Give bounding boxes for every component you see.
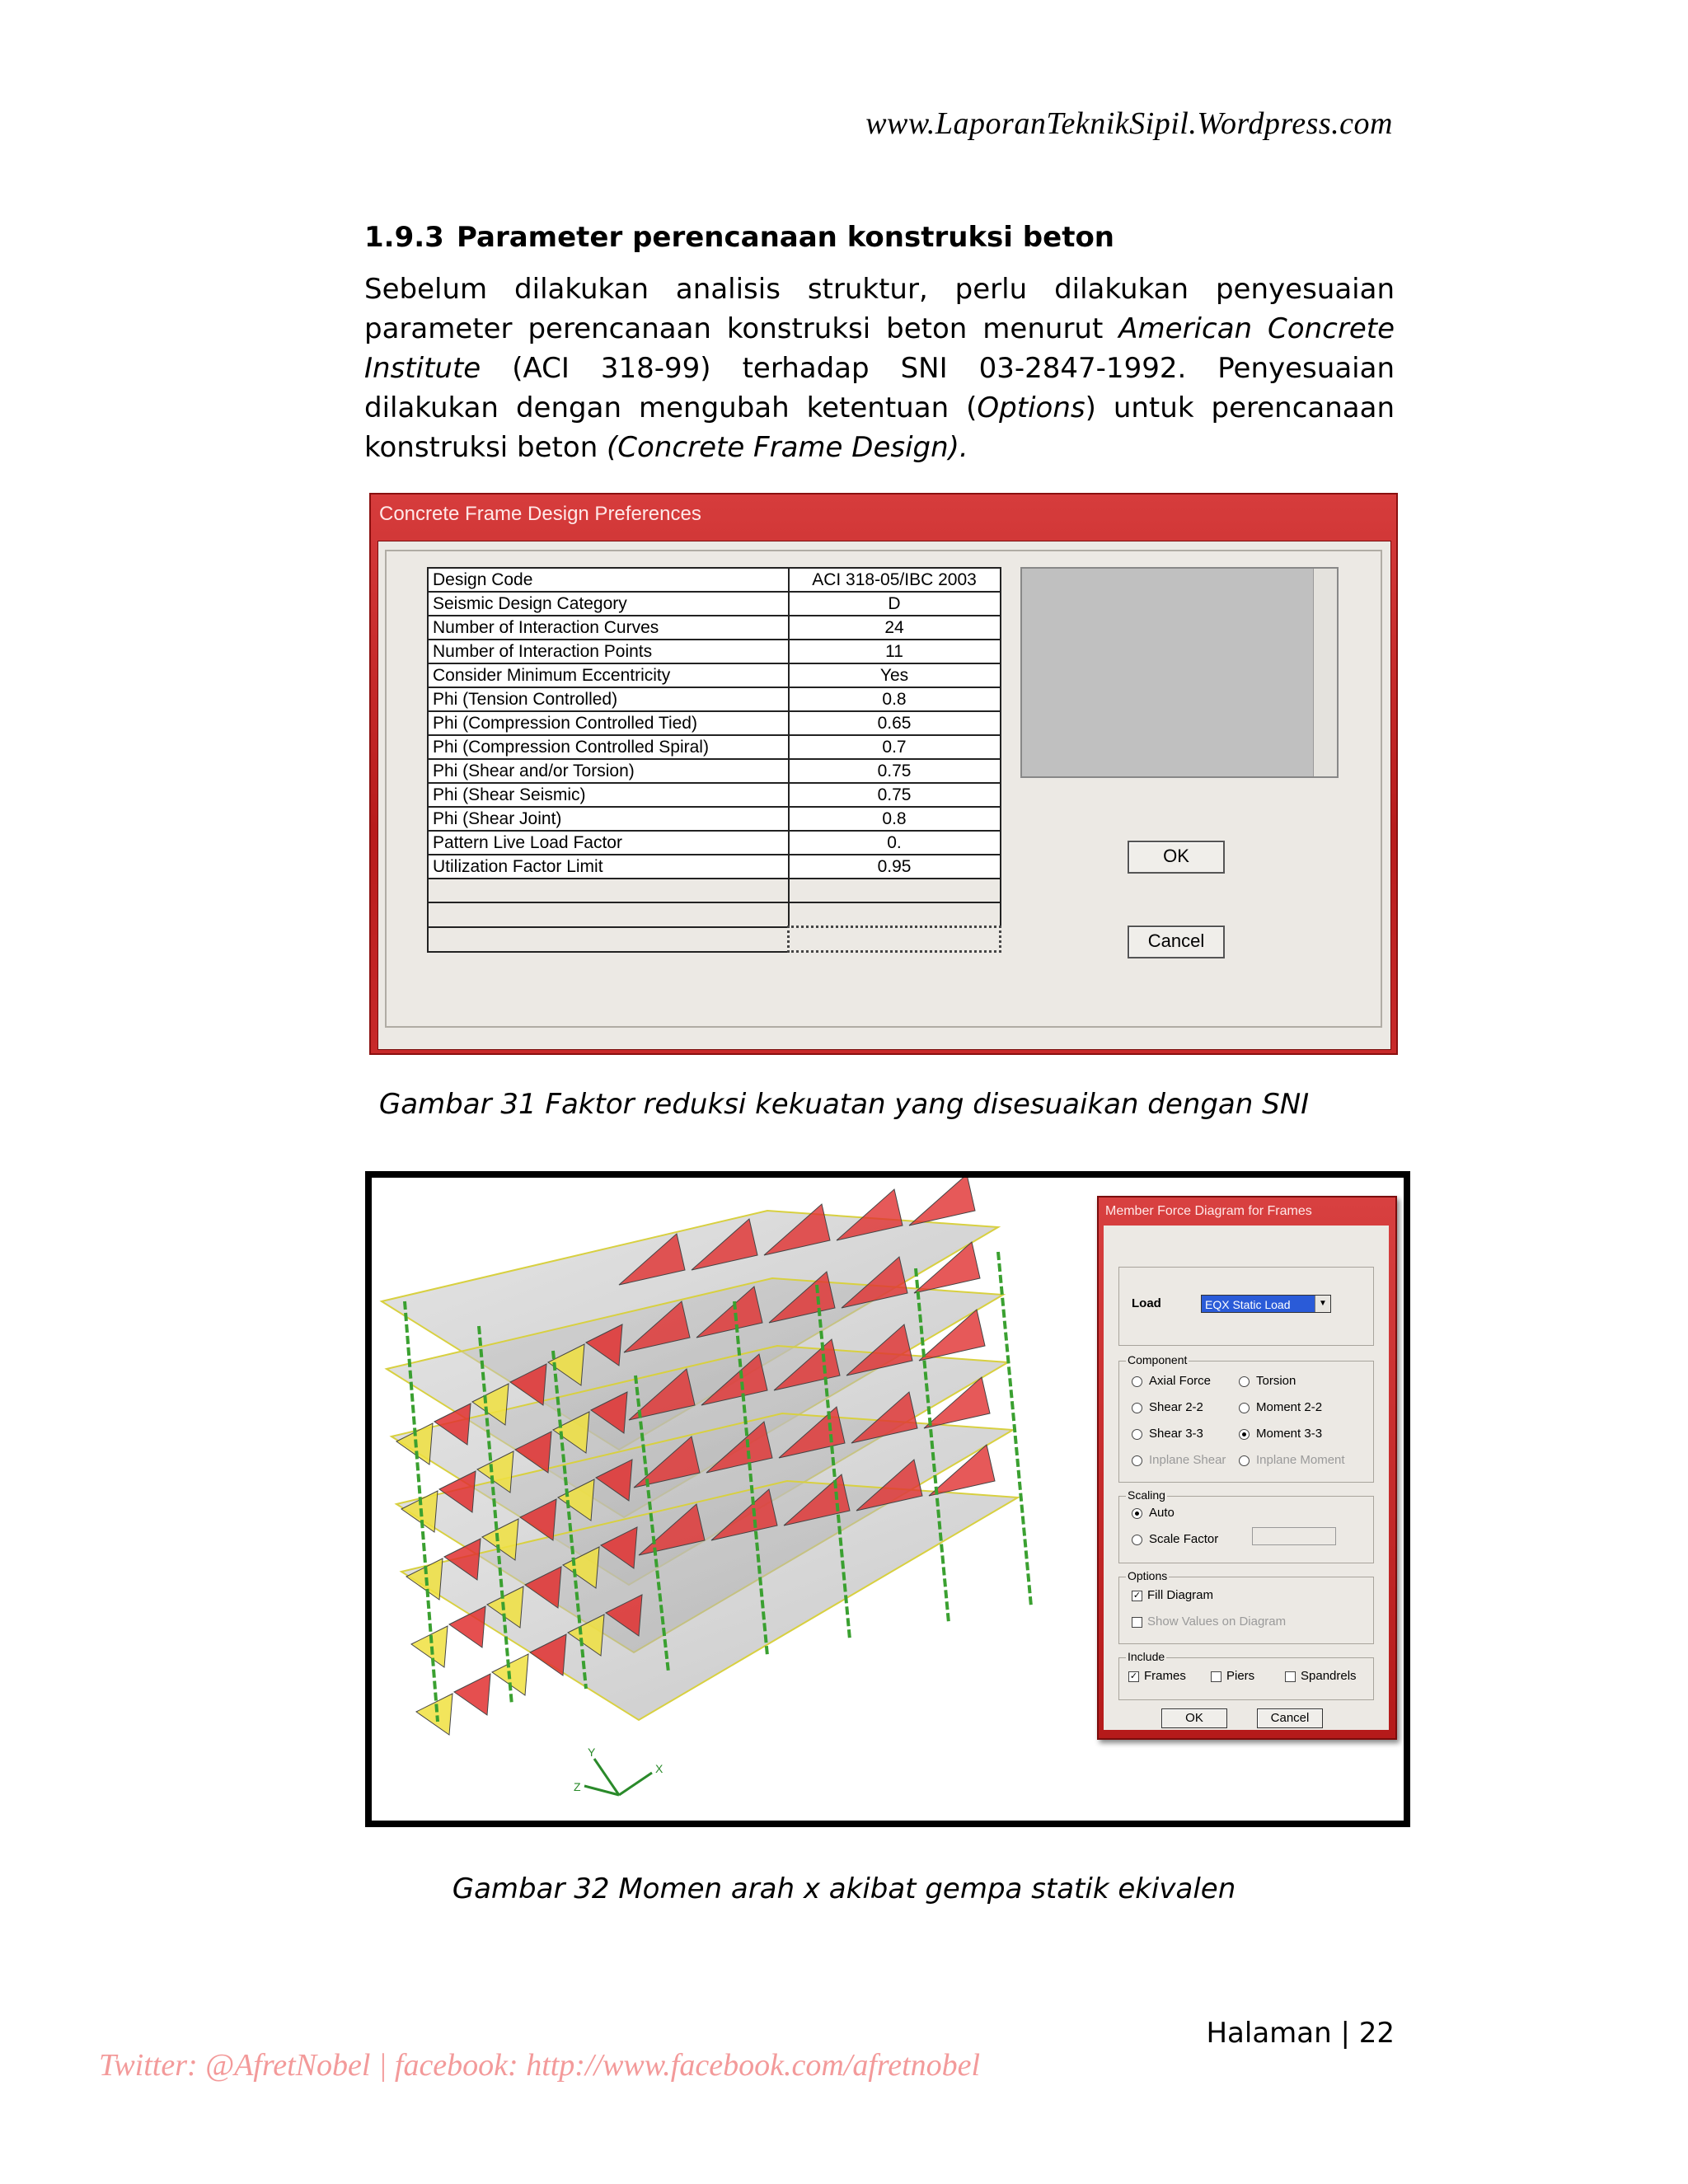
dialog-title: Concrete Frame Design Preferences (379, 503, 701, 525)
section-heading (364, 221, 1114, 254)
page-number-value: 22 (1358, 2017, 1395, 2050)
checkbox-checked-icon: ✓ (1132, 1590, 1142, 1601)
grid-empty-key (428, 902, 789, 927)
frames-label: Frames (1144, 1669, 1186, 1683)
load-label: Load (1132, 1296, 1161, 1310)
grid-empty-value (789, 902, 1001, 927)
grid-row[interactable] (428, 687, 1001, 711)
para-text-3: ) untuk perencanaan konstruksi beton (364, 391, 1395, 464)
radio-icon (1132, 1535, 1142, 1545)
spandrels-label: Spandrels (1301, 1669, 1357, 1683)
axis-label-z: Z (574, 1780, 581, 1793)
grid-row[interactable] (428, 807, 1001, 831)
grid-key: Number of Interaction Points (428, 640, 789, 663)
grid-row[interactable] (428, 831, 1001, 855)
include-label: Include (1128, 1650, 1165, 1663)
grid-row[interactable] (428, 783, 1001, 807)
load-select[interactable] (1201, 1295, 1331, 1313)
show-values-label: Show Values on Diagram (1147, 1615, 1287, 1629)
grid-key: Pattern Live Load Factor (428, 831, 789, 855)
checkbox-frames[interactable] (1128, 1669, 1186, 1683)
radio-icon (1132, 1429, 1142, 1440)
checkbox-checked-icon: ✓ (1129, 1671, 1138, 1681)
page-prefix: Halaman | (1206, 2017, 1359, 2050)
radio-auto[interactable] (1132, 1506, 1175, 1520)
radio-selected-icon (1239, 1429, 1250, 1440)
radio-icon (1132, 1403, 1142, 1413)
grid-empty-row (428, 879, 1001, 902)
checkbox-fill-diagram[interactable] (1132, 1588, 1213, 1602)
grid-empty-key (428, 879, 789, 902)
grid-empty-value (789, 879, 1001, 902)
ok-button[interactable]: OK (1128, 841, 1225, 874)
grid-row[interactable] (428, 640, 1001, 663)
grid-key: Phi (Compression Controlled Spiral) (428, 735, 789, 759)
auto-label: Auto (1149, 1506, 1175, 1520)
moment-diagram-front (454, 1674, 490, 1715)
site-url[interactable]: www.LaporanTeknikSipil.Wordpress.com (865, 106, 1393, 141)
grid-row[interactable] (428, 568, 1001, 592)
inplane-moment-label: Inplane Moment (1256, 1453, 1345, 1467)
radio-icon (1132, 1455, 1142, 1466)
para-italic-2: Options (977, 391, 1085, 424)
grid-row[interactable] (428, 592, 1001, 616)
dialog2-ok-button[interactable]: OK (1161, 1708, 1227, 1728)
grid-key: Phi (Tension Controlled) (428, 687, 789, 711)
axial-force-label: Axial Force (1149, 1374, 1212, 1388)
grid-key: Phi (Shear Seismic) (428, 783, 789, 807)
fill-diagram-label: Fill Diagram (1147, 1588, 1214, 1602)
axis-triad (574, 1746, 663, 1795)
axis-label-y: Y (588, 1746, 596, 1759)
grid-value[interactable]: 0.75 (789, 783, 1001, 807)
piers-label: Piers (1226, 1669, 1255, 1683)
moment-diagram-top (909, 1178, 975, 1226)
grid-value[interactable]: D (789, 592, 1001, 616)
grid-value[interactable]: 0.65 (789, 711, 1001, 735)
radio-shear-3-3[interactable] (1132, 1427, 1203, 1441)
scaling-label: Scaling (1128, 1488, 1165, 1502)
grid-key: Number of Interaction Curves (428, 616, 789, 640)
description-listbox[interactable] (1020, 567, 1339, 778)
figure-31-caption: Gambar 31 Faktor reduksi kekuatan yang disesuaikan dengan SNI (378, 1088, 1310, 1121)
grid-empty-value (789, 927, 1001, 952)
cancel-button[interactable]: Cancel (1128, 926, 1225, 958)
grid-value[interactable]: 0.7 (789, 735, 1001, 759)
dialog2-title: Member Force Diagram for Frames (1105, 1204, 1312, 1218)
radio-moment-2-2[interactable] (1239, 1400, 1322, 1414)
listbox-scrollbar[interactable] (1313, 569, 1337, 776)
grid-value[interactable]: 0. (789, 831, 1001, 855)
section-title: Parameter perencanaan konstruksi beton (457, 221, 1115, 254)
radio-moment-3-3[interactable] (1239, 1427, 1322, 1441)
options-label: Options (1128, 1569, 1168, 1582)
inplane-shear-label: Inplane Shear (1149, 1453, 1226, 1467)
moment-diagram-figure (365, 1171, 1410, 1827)
shear33-label: Shear 3-3 (1149, 1427, 1203, 1441)
member-force-diagram-dialog (1097, 1196, 1397, 1740)
grid-key: Consider Minimum Eccentricity (428, 663, 789, 687)
options-group (1118, 1569, 1374, 1644)
scale-factor-label: Scale Factor (1149, 1532, 1219, 1546)
grid-row[interactable] (428, 663, 1001, 687)
checkbox-icon (1285, 1671, 1296, 1682)
grid-key: Phi (Shear Joint) (428, 807, 789, 831)
figure-32-caption: Gambar 32 Momen arah x akibat gempa statik ekivalen (452, 1872, 1236, 1905)
grid-row[interactable] (428, 735, 1001, 759)
checkbox-piers[interactable] (1211, 1669, 1254, 1683)
grid-row[interactable] (428, 711, 1001, 735)
grid-empty-row (428, 902, 1001, 927)
social-footer[interactable]: Twitter: @AfretNobel | facebook: http://www.facebook.com/afretnobel (99, 2048, 981, 2083)
radio-icon (1239, 1376, 1250, 1387)
radio-icon (1239, 1455, 1250, 1466)
grid-key: Phi (Shear and/or Torsion) (428, 759, 789, 783)
moment-diagram-front (411, 1626, 448, 1667)
preferences-grid (427, 567, 1001, 953)
grid-value[interactable]: 0.8 (789, 807, 1001, 831)
torsion-label: Torsion (1256, 1374, 1296, 1388)
para-italic-1: American Concrete Institute (364, 312, 1395, 385)
load-select-value: EQX Static Load (1205, 1298, 1291, 1311)
grid-key: Design Code (428, 568, 789, 592)
chevron-down-icon[interactable]: ▼ (1315, 1296, 1330, 1312)
grid-value[interactable]: Yes (789, 663, 1001, 687)
grid-value[interactable]: 0.95 (789, 855, 1001, 879)
dialog2-cancel-button[interactable]: Cancel (1257, 1708, 1323, 1728)
grid-key: Seismic Design Category (428, 592, 789, 616)
page-number (1154, 2017, 1395, 2050)
checkbox-icon (1211, 1671, 1221, 1682)
body-paragraph (364, 269, 1395, 467)
radio-icon (1239, 1403, 1250, 1413)
checkbox-spandrels[interactable] (1285, 1669, 1357, 1683)
radio-inplane-shear[interactable] (1132, 1453, 1226, 1467)
para-text-2: (ACI 318-99) terhadap SNI 03-2847-1992. Penyesuaian dilakukan dengan mengubah ketentuan ( (364, 352, 1395, 424)
grid-value[interactable]: 24 (789, 616, 1001, 640)
grid-empty-key (428, 927, 789, 952)
radio-selected-icon (1132, 1508, 1142, 1519)
grid-value[interactable]: 11 (789, 640, 1001, 663)
checkbox-icon (1132, 1617, 1142, 1628)
radio-inplane-moment[interactable] (1239, 1453, 1345, 1467)
grid-row[interactable] (428, 855, 1001, 879)
scale-factor-input[interactable] (1252, 1527, 1336, 1545)
radio-torsion[interactable] (1239, 1374, 1296, 1388)
radio-icon (1132, 1376, 1142, 1387)
grid-value[interactable]: 0.75 (789, 759, 1001, 783)
para-text-1: Sebelum dilakukan analisis struktur, perlu dilakukan penyesuaian parameter perencanaan konstruksi beton menurut (364, 273, 1395, 345)
dialog2-body (1104, 1226, 1389, 1730)
component-label: Component (1128, 1353, 1188, 1366)
moment22-label: Moment 2-2 (1256, 1400, 1323, 1414)
section-number: 1.9.3 (364, 221, 444, 254)
para-italic-3: (Concrete Frame Design). (607, 431, 968, 464)
axis-label-x: X (655, 1762, 663, 1775)
radio-scale-factor[interactable] (1132, 1532, 1218, 1546)
radio-axial-force[interactable] (1132, 1374, 1211, 1388)
grid-key: Utilization Factor Limit (428, 855, 789, 879)
grid-key: Phi (Compression Controlled Tied) (428, 711, 789, 735)
grid-empty-row (428, 927, 1001, 952)
grid-value[interactable]: 0.8 (789, 687, 1001, 711)
radio-shear-2-2[interactable] (1132, 1400, 1203, 1414)
grid-value[interactable]: ACI 318-05/IBC 2003 (789, 568, 1001, 592)
checkbox-show-values[interactable] (1132, 1615, 1286, 1629)
moment-diagram-front (406, 1558, 443, 1600)
moment33-label: Moment 3-3 (1256, 1427, 1323, 1441)
shear22-label: Shear 2-2 (1149, 1400, 1203, 1414)
grid-row[interactable] (428, 759, 1001, 783)
grid-row[interactable] (428, 616, 1001, 640)
